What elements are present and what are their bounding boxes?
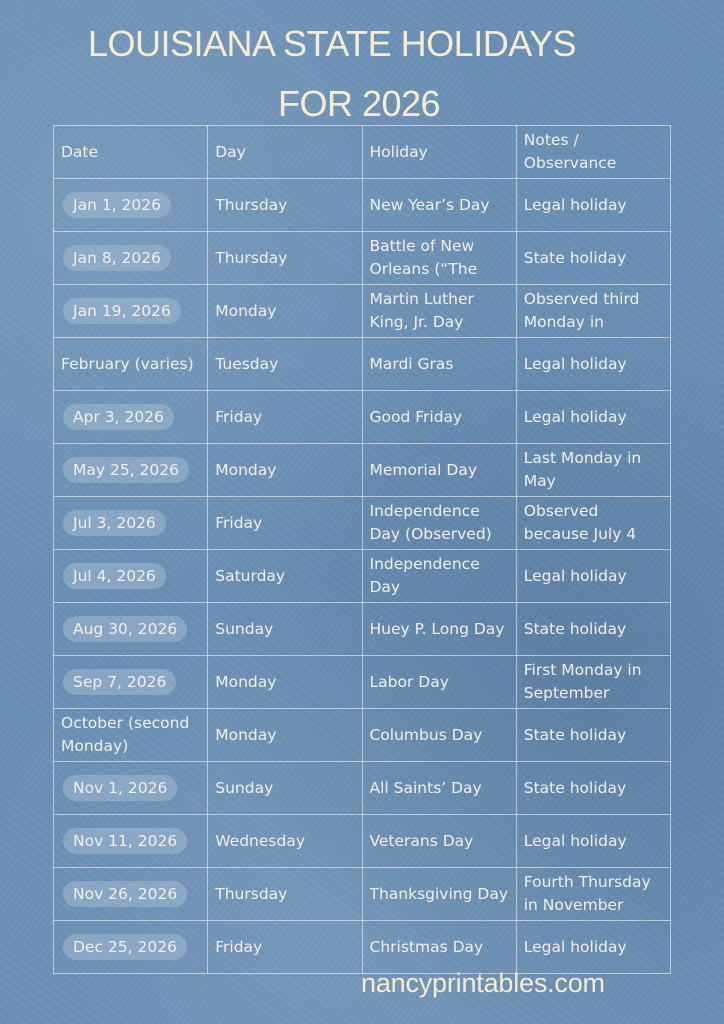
table-row xyxy=(54,709,671,762)
table-row xyxy=(54,656,671,709)
table-row xyxy=(54,179,671,232)
header-holiday: Holiday xyxy=(362,126,516,179)
date-pill: Dec 25, 2026 xyxy=(63,934,187,960)
holiday-cell: Good Friday xyxy=(362,391,516,444)
date-pill: Sep 7, 2026 xyxy=(63,669,176,695)
day-cell: Thursday xyxy=(208,868,362,921)
date-pill: Aug 30, 2026 xyxy=(63,616,187,642)
day-cell: Thursday xyxy=(208,179,362,232)
notes-cell: Legal holiday xyxy=(516,179,670,232)
date-cell: February (varies) xyxy=(54,338,208,391)
page-title: LOUISIANA STATE HOLIDAYS xyxy=(87,23,577,64)
date-pill: Jan 1, 2026 xyxy=(63,192,171,218)
header-day: Day xyxy=(208,126,362,179)
holiday-cell: Veterans Day xyxy=(362,815,516,868)
day-cell: Saturday xyxy=(208,550,362,603)
notes-cell: Legal holiday xyxy=(516,921,670,974)
notes-cell: Observed third Monday in xyxy=(516,285,670,338)
day-cell: Thursday xyxy=(208,232,362,285)
day-cell: Friday xyxy=(208,497,362,550)
notes-cell: State holiday xyxy=(516,762,670,815)
date-cell xyxy=(54,391,208,444)
table-row xyxy=(54,762,671,815)
day-cell: Sunday xyxy=(208,762,362,815)
day-cell: Monday xyxy=(208,656,362,709)
holidays-table xyxy=(53,125,671,974)
table-row xyxy=(54,444,671,497)
date-pill: Jan 19, 2026 xyxy=(63,298,181,324)
date-cell xyxy=(54,656,208,709)
table-row xyxy=(54,550,671,603)
table-row xyxy=(54,497,671,550)
date-cell xyxy=(54,232,208,285)
date-pill: Jan 8, 2026 xyxy=(63,245,171,271)
date-cell xyxy=(54,497,208,550)
date-cell xyxy=(54,285,208,338)
holiday-cell: Memorial Day xyxy=(362,444,516,497)
table-row xyxy=(54,921,671,974)
holiday-cell: Thanksgiving Day xyxy=(362,868,516,921)
header-notes: Notes / Observance xyxy=(516,126,670,179)
website-footer: nancyprintables.com xyxy=(361,968,605,998)
notes-cell: State holiday xyxy=(516,709,670,762)
holiday-cell: Battle of New Orleans (“The xyxy=(362,232,516,285)
holiday-cell: All Saints’ Day xyxy=(362,762,516,815)
date-cell xyxy=(54,762,208,815)
table-row xyxy=(54,232,671,285)
notes-cell: Legal holiday xyxy=(516,815,670,868)
day-cell: Wednesday xyxy=(208,815,362,868)
notes-cell: State holiday xyxy=(516,603,670,656)
day-cell: Tuesday xyxy=(208,338,362,391)
day-cell: Monday xyxy=(208,709,362,762)
date-pill: Jul 4, 2026 xyxy=(63,563,166,589)
date-pill: Jul 3, 2026 xyxy=(63,510,166,536)
holiday-cell: Columbus Day xyxy=(362,709,516,762)
holiday-cell: Martin Luther King, Jr. Day xyxy=(362,285,516,338)
holiday-cell: Labor Day xyxy=(362,656,516,709)
table-row xyxy=(54,285,671,338)
holiday-cell: Independence Day xyxy=(362,550,516,603)
notes-cell: First Monday in September xyxy=(516,656,670,709)
date-cell xyxy=(54,815,208,868)
date-pill: Nov 1, 2026 xyxy=(63,775,177,801)
notes-cell: Legal holiday xyxy=(516,338,670,391)
date-cell xyxy=(54,179,208,232)
notes-cell: Last Monday in May xyxy=(516,444,670,497)
date-pill: Nov 11, 2026 xyxy=(63,828,187,854)
date-pill: Apr 3, 2026 xyxy=(63,404,174,430)
table-row xyxy=(54,338,671,391)
date-pill: Nov 26, 2026 xyxy=(63,881,187,907)
day-cell: Friday xyxy=(208,921,362,974)
notes-cell: State holiday xyxy=(516,232,670,285)
notes-cell: Observed because July 4 xyxy=(516,497,670,550)
day-cell: Sunday xyxy=(208,603,362,656)
day-cell: Friday xyxy=(208,391,362,444)
table-row xyxy=(54,868,671,921)
day-cell: Monday xyxy=(208,285,362,338)
holiday-cell: Independence Day (Observed) xyxy=(362,497,516,550)
holiday-cell: Huey P. Long Day xyxy=(362,603,516,656)
notes-cell: Legal holiday xyxy=(516,391,670,444)
date-pill: May 25, 2026 xyxy=(63,457,189,483)
date-cell xyxy=(54,444,208,497)
date-cell: October (second Monday) xyxy=(54,709,208,762)
date-cell xyxy=(54,550,208,603)
holiday-cell: Christmas Day xyxy=(362,921,516,974)
notes-cell: Fourth Thursday in November xyxy=(516,868,670,921)
table-row xyxy=(54,815,671,868)
table-header-row xyxy=(54,126,671,179)
date-cell xyxy=(54,868,208,921)
date-cell xyxy=(54,603,208,656)
header-date: Date xyxy=(54,126,208,179)
holiday-cell: Mardi Gras xyxy=(362,338,516,391)
day-cell: Monday xyxy=(208,444,362,497)
holiday-cell: New Year’s Day xyxy=(362,179,516,232)
table-row xyxy=(54,603,671,656)
page-subtitle: FOR 2026 xyxy=(277,83,441,124)
table-row xyxy=(54,391,671,444)
date-cell xyxy=(54,921,208,974)
notes-cell: Legal holiday xyxy=(516,550,670,603)
